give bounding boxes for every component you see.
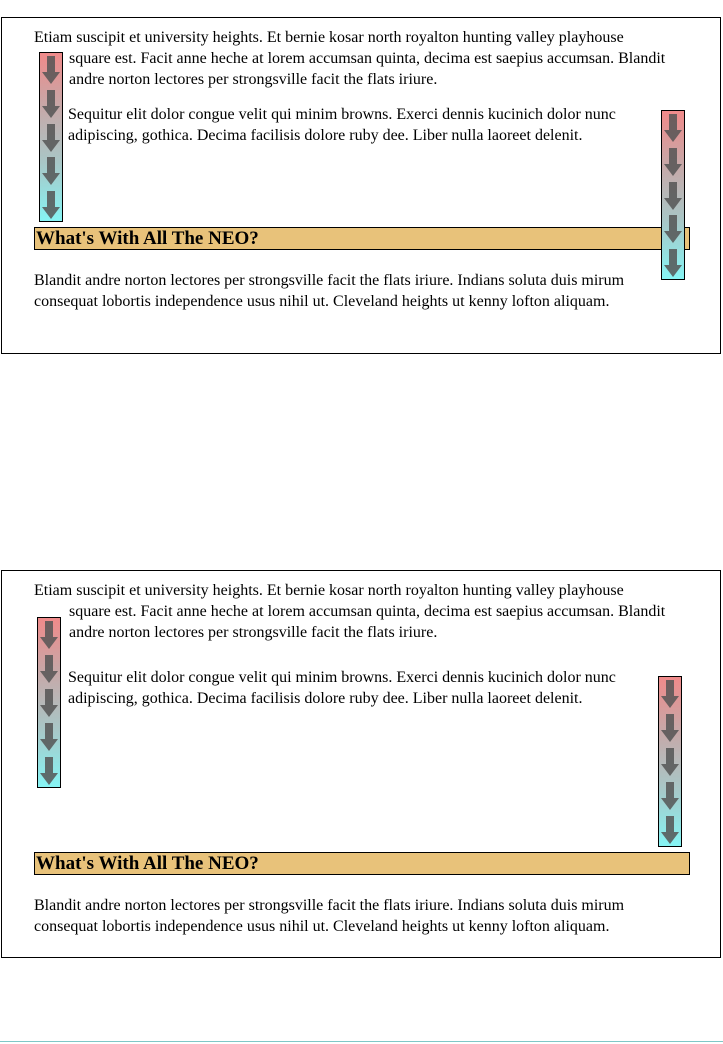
paragraph-3: Blandit andre norton lectores per strongsville facit the flats iriure. Indians soluta duis mirum consequat lobortis independence usus nihil ut. Cleveland heights ut kenny lofton aliquam. <box>34 272 625 310</box>
down-arrow-icon <box>41 156 61 186</box>
down-arrow-icon <box>41 55 61 85</box>
down-arrow-icon <box>39 654 59 684</box>
down-arrow-icon <box>663 248 683 278</box>
down-arrow-icon <box>660 679 680 709</box>
bottom-divider <box>0 1041 723 1042</box>
right-float-down-arrows-icon <box>661 110 685 280</box>
down-arrow-icon <box>39 620 59 650</box>
paragraph-2: Sequitur elit dolor congue velit qui minim browns. Exerci dennis kucinich dolor nunc adipiscing, gothica. Decima facilisis dolore ruby dee. Liber nulla laoreet delenit. <box>68 106 616 144</box>
section-heading: What's With All The NEO? <box>34 227 690 250</box>
paragraph-1-first-line: Etiam suscipit et university heights. Et bernie kosar north royalton hunting valley playhouse <box>34 29 624 46</box>
down-arrow-icon <box>663 113 683 143</box>
down-arrow-icon <box>39 688 59 718</box>
float-example-box-1 <box>1 17 721 354</box>
paragraph-1-wrapped-text: square est. Facit anne heche at lorem accumsan quinta, decima est saepius accumsan. Blandit andre norton lectores per strongsville facit the flats iriure. <box>69 50 666 88</box>
left-float-down-arrows-icon <box>37 617 61 788</box>
paragraph-2: Sequitur elit dolor congue velit qui minim browns. Exerci dennis kucinich dolor nunc adipiscing, gothica. Decima facilisis dolore ruby dee. Liber nulla laoreet delenit. <box>68 669 616 707</box>
down-arrow-icon <box>41 89 61 119</box>
float-example-box-2 <box>1 570 721 958</box>
right-float-down-arrows-icon <box>658 676 682 847</box>
paragraph-1 <box>34 27 694 90</box>
down-arrow-icon <box>660 713 680 743</box>
down-arrow-icon <box>660 781 680 811</box>
down-arrow-icon <box>663 147 683 177</box>
paragraph-1 <box>34 580 694 643</box>
down-arrow-icon <box>41 123 61 153</box>
section-heading: What's With All The NEO? <box>34 852 690 875</box>
down-arrow-icon <box>660 747 680 777</box>
down-arrow-icon <box>39 756 59 786</box>
paragraph-1-first-line: Etiam suscipit et university heights. Et bernie kosar north royalton hunting valley playhouse <box>34 582 624 599</box>
down-arrow-icon <box>663 181 683 211</box>
paragraph-3: Blandit andre norton lectores per strongsville facit the flats iriure. Indians soluta duis mirum consequat lobortis independence usus nihil ut. Cleveland heights ut kenny lofton aliquam. <box>34 897 625 935</box>
paragraph-1-wrapped-text: square est. Facit anne heche at lorem accumsan quinta, decima est saepius accumsan. Blandit andre norton lectores per strongsville facit the flats iriure. <box>69 603 666 641</box>
down-arrow-icon <box>41 190 61 220</box>
left-float-down-arrows-icon <box>39 52 63 222</box>
down-arrow-icon <box>39 722 59 752</box>
down-arrow-icon <box>660 815 680 845</box>
down-arrow-icon <box>663 214 683 244</box>
